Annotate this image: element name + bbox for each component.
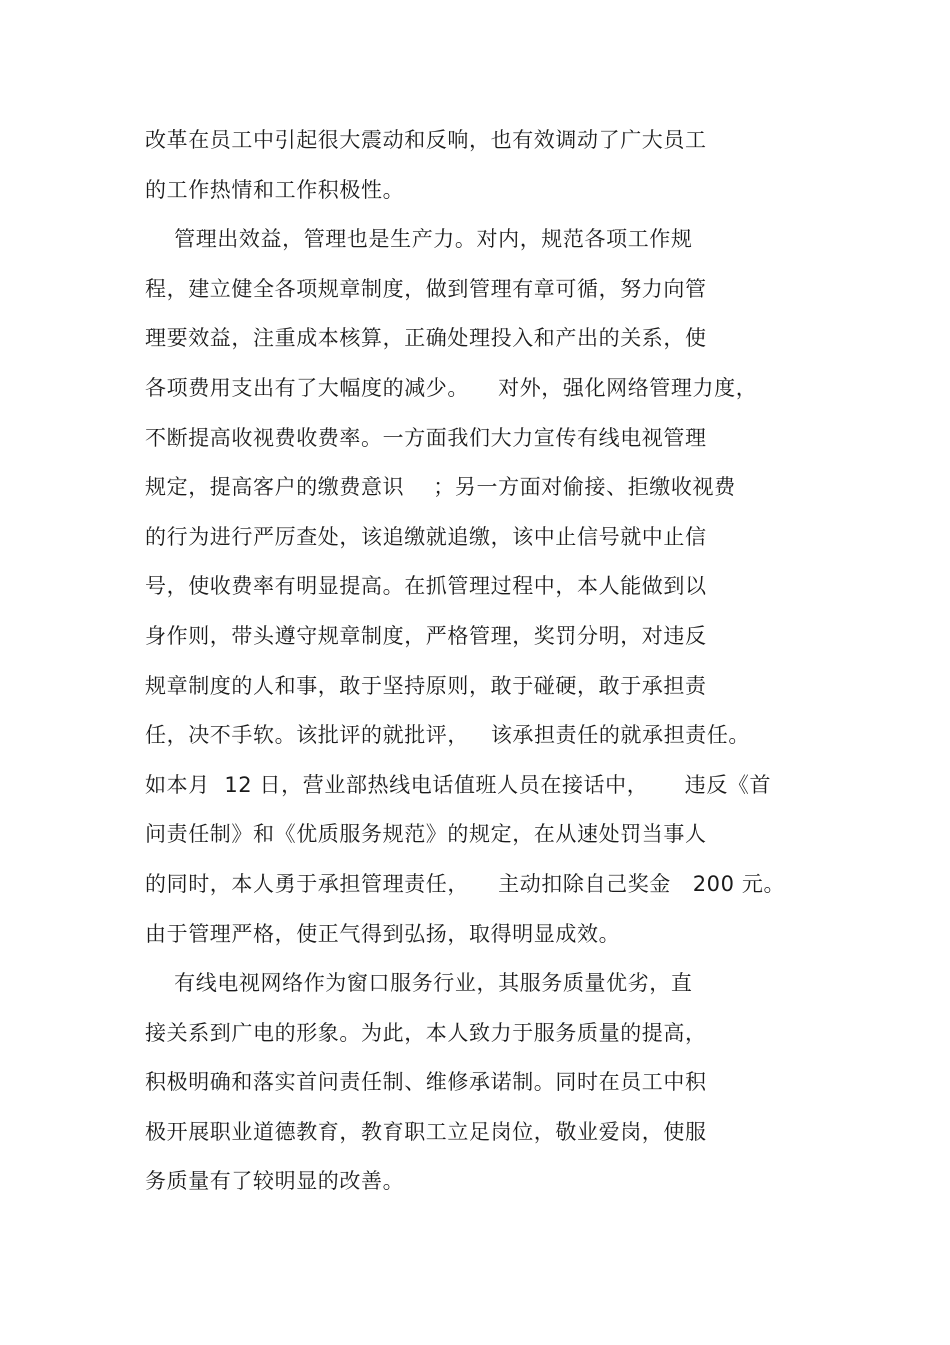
text-line: 极开展职业道德教育，教育职工立足岗位，敬业爱岗，使服 bbox=[145, 1119, 707, 1144]
text-line: 各项费用支出有了大幅度的减少。 对外，强化网络管理力度， bbox=[145, 375, 758, 400]
text-line: 积极明确和落实首问责任制、维修承诺制。同时在员工中积 bbox=[145, 1070, 707, 1095]
document-body bbox=[145, 116, 825, 1207]
text-line: 由于管理严格，使正气得到弘扬，取得明显成效。 bbox=[145, 921, 621, 946]
text-line: 理要效益，注重成本核算，正确处理投入和产出的关系，使 bbox=[145, 326, 707, 351]
text-line: 管理出效益，管理也是生产力。对内，规范各项工作规 bbox=[145, 227, 693, 252]
text-line: 任，决不手软。该批评的就批评， 该承担责任的就承担责任。 bbox=[145, 723, 751, 748]
text-line: 的同时，本人勇于承担管理责任， 主动扣除自己奖金 200 元。 bbox=[145, 871, 786, 896]
text-line: 不断提高收视费收费率。一方面我们大力宣传有线电视管理 bbox=[145, 425, 707, 450]
text-line: 的工作热情和工作积极性。 bbox=[145, 177, 405, 202]
text-line: 号，使收费率有明显提高。在抓管理过程中，本人能做到以 bbox=[145, 574, 707, 599]
text-line: 规章制度的人和事，敢于坚持原则，敢于碰硬，敢于承担责 bbox=[145, 673, 707, 698]
text-line: 规定，提高客户的缴费意识 ；另一方面对偷接、拒缴收视费 bbox=[145, 475, 736, 500]
text-line: 务质量有了较明显的改善。 bbox=[145, 1169, 405, 1194]
text-line: 问责任制》和《优质服务规范》的规定，在从速处罚当事人 bbox=[145, 822, 707, 847]
text-line: 的行为进行严厉查处，该追缴就追缴，该中止信号就中止信 bbox=[145, 524, 707, 549]
text-line: 接关系到广电的形象。为此，本人致力于服务质量的提高， bbox=[145, 1020, 707, 1045]
text-line: 改革在员工中引起很大震动和反响，也有效调动了广大员工 bbox=[145, 128, 707, 152]
text-line: 程，建立健全各项规章制度，做到管理有章可循，努力向管 bbox=[145, 276, 707, 301]
text-line: 有线电视网络作为窗口服务行业，其服务质量优劣，直 bbox=[145, 971, 693, 996]
text-line: 如本月 12 日，营业部热线电话值班人员在接话中， 违反《首 bbox=[145, 772, 772, 797]
text-line: 身作则，带头遵守规章制度，严格管理，奖罚分明，对违反 bbox=[145, 623, 707, 648]
